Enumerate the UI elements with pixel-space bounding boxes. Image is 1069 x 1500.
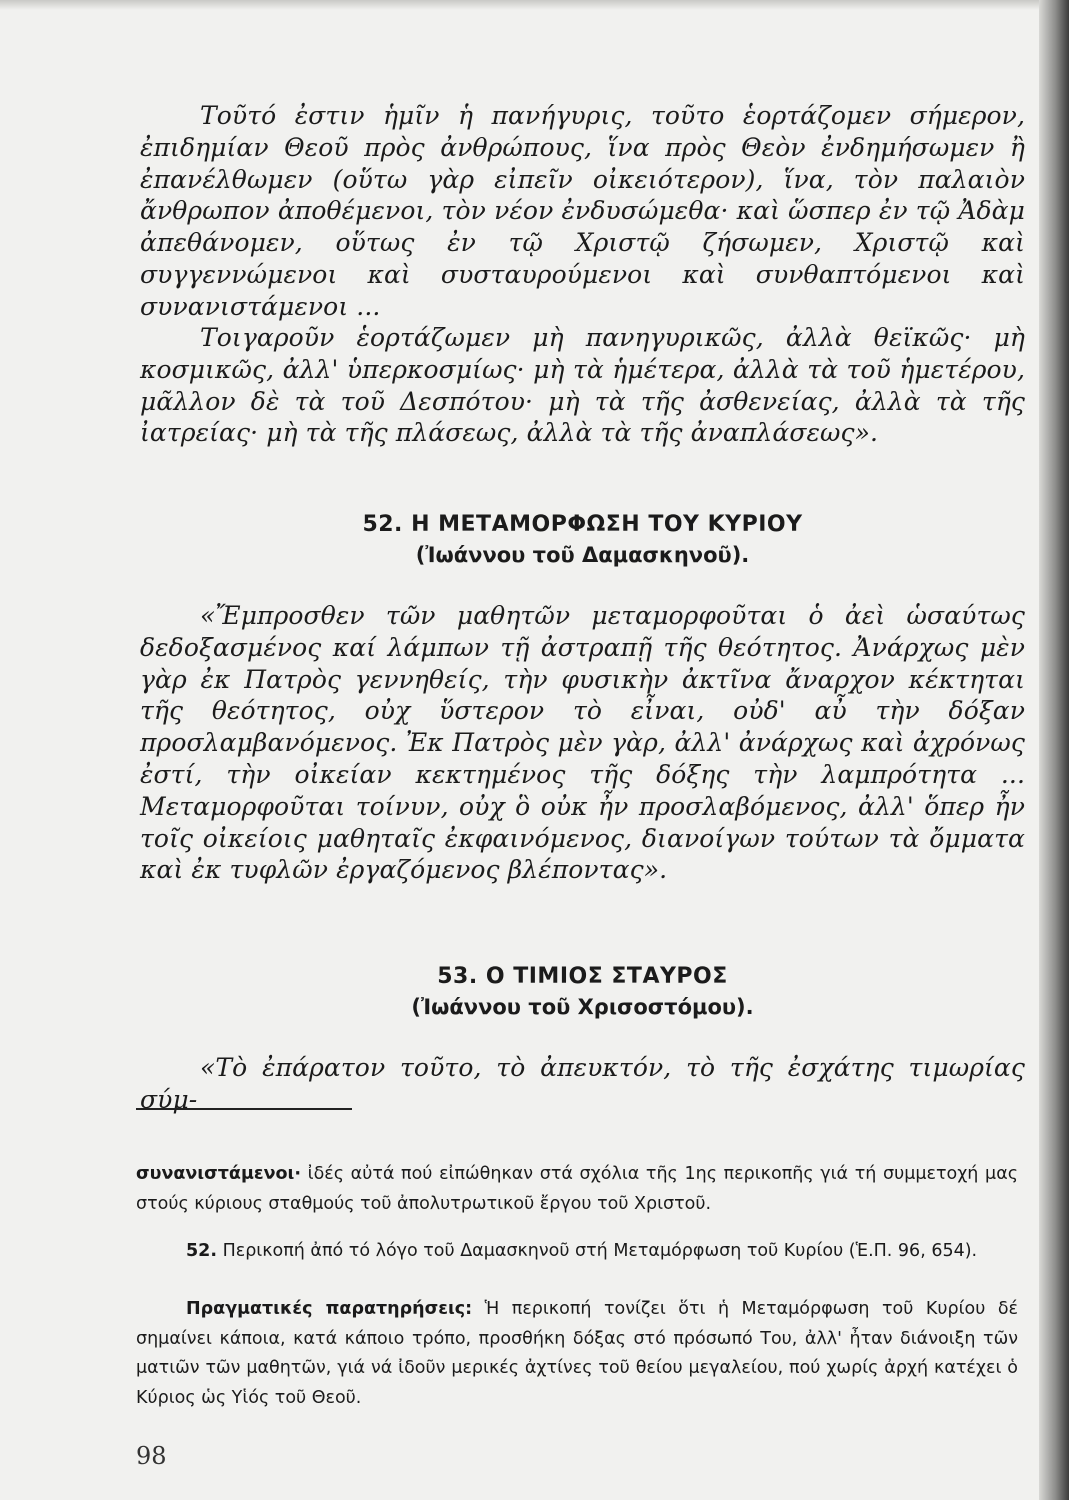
section-53-title: 53. Ο ΤΙΜΙΟΣ ΣΤΑΥΡΟΣ [437, 964, 728, 989]
section-53-text: «Τὸ ἐπάρατον τοῦτο, τὸ ἀπευκτόν, τὸ τῆς ἐσχάτης τιμωρίας σύμ- [140, 1053, 1025, 1114]
footnote-3 [136, 1295, 1018, 1413]
footnote-3-label: Πραγματικές παρατηρήσεις: [186, 1299, 473, 1319]
section-52-text: «Ἔμπροσθεν τῶν μαθητῶν μεταμορφοῦται ὁ ἀεὶ ὡσαύτως δεδοξασμένος καί λάμπων τῇ ἀστραπῇ τῆς θεότητος. Ἀνάρχως μὲν γὰρ ἐκ Πατρὸς γεννηθείς, τὴν φυσικὴν ἀκτῖνα ἄναρχον κέκτηται τῆς θεότητος, οὐχ ὕστερον τὸ εἶναι, οὐδ' αὖ τὴν δόξαν προσλαμβανόμενος. Ἐκ Πατρὸς μὲν γὰρ, ἀλλ' ἀνάρχως καὶ ἀχρόνως ἐστί, τὴν οἰκείαν κεκτημένος τῆς δόξης τὴν λαμπρότητα ... Μεταμορφοῦται τοίνυν, οὐχ ὃ οὐκ ἦν προσλαβόμενος, ἀλλ' ὅπερ ἦν τοῖς οἰκείοις μαθηταῖς ἐκφαινόμενος, διανοίγων τούτων τὰ ὄμματα καὶ ἐκ τυφλῶν ἐργαζόμενος βλέποντας». [140, 601, 1025, 885]
section-53-heading [140, 962, 1025, 1022]
footnote-3-text: Ἡ περικοπή τονίζει ὅτι ἡ Μεταμόρφωση τοῦ Κυρίου δέ σημαίνει κάποια, κατά κάποιο τρόπο, προσθήκη δόξας στό πρόσωπό Του, ἀλλ' ἦταν διάνοιξη τῶν ματιῶν τῶν μαθητῶν, γιά νά ἰδοῦν μερικές ἀχτίνες τοῦ θείου μεγαλείου, πού χωρίς ἀρχή κατέχει ὁ Κύριος ὡς Υἱός τοῦ Θεοῦ. [136, 1299, 1018, 1408]
footnote-2 [136, 1237, 1018, 1267]
footnote-1-term: συνανιστάμενοι· [136, 1164, 301, 1184]
footnote-2-number: 52. [186, 1241, 218, 1261]
footnote-1-text: ἰδές αὐτά πού εἰπώθηκαν στά σχόλια τῆς 1ης περικοπῆς γιά τή συμμετοχή μας στούς κύριους σταθμούς τοῦ ἀπολυτρωτικοῦ ἔργου τοῦ Χριστοῦ. [136, 1164, 1018, 1214]
footnote-1 [136, 1160, 1018, 1219]
paragraph-2: Τοιγαροῦν ἑορτάζωμεν μὴ πανηγυρικῶς, ἀλλὰ θεϊκῶς· μὴ κοσμικῶς, ἀλλ' ὑπερκοσμίως· μὴ τὰ ἡμέτερα, ἀλλὰ τὰ τοῦ ἡμετέρου, μᾶλλον δὲ τὰ τοῦ Δεσπότου· μὴ τὰ τῆς ἀσθενείας, ἀλλὰ τὰ τῆς ἰατρείας· μὴ τὰ τῆς πλάσεως, ἀλλὰ τὰ τῆς ἀναπλάσεως». [140, 323, 1025, 448]
section-52-heading [140, 510, 1025, 570]
section-53-subtitle: (Ἰωάννου τοῦ Χρισοστόμου). [411, 995, 754, 1019]
footnote-rule [136, 1108, 352, 1110]
section-52-title: 52. Η ΜΕΤΑΜΟΡΦΩΣΗ ΤΟΥ ΚΥΡΙΟΥ [362, 512, 803, 537]
paragraph-1: Τοῦτό ἐστιν ἡμῖν ἡ πανήγυρις, τοῦτο ἑορτάζομεν σήμερον, ἐπιδημίαν Θεοῦ πρὸς ἀνθρώπους, ἵνα πρὸς Θεὸν ἐνδημήσωμεν ἢ ἐπανέλθωμεν (οὕτω γὰρ εἰπεῖν οἰκειότερον), ἵνα, τὸν παλαιὸν ἄνθρωπον ἀποθέμενοι, τὸν νέον ἐνδυσώμεθα· καὶ ὥσπερ ἐν τῷ Ἀδὰμ ἀπεθάνομεν, οὕτως ἐν τῷ Χριστῷ ζήσωμεν, Χριστῷ καὶ συγγεννώμενοι καὶ συσταυρούμενοι καὶ συνθαπτόμενοι καὶ συνανιστάμενοι ... [140, 101, 1025, 321]
page-top-edge [0, 0, 1069, 10]
section-52-subtitle: (Ἰωάννου τοῦ Δαμασκηνοῦ). [415, 543, 750, 567]
footnote-2-text: Περικοπή ἀπό τό λόγο τοῦ Δαμασκηνοῦ στή Μεταμόρφωση τοῦ Κυρίου (Ἑ.Π. 96, 654). [217, 1241, 978, 1261]
page-number: 98 [136, 1442, 167, 1470]
binding-shadow [1039, 0, 1069, 1500]
